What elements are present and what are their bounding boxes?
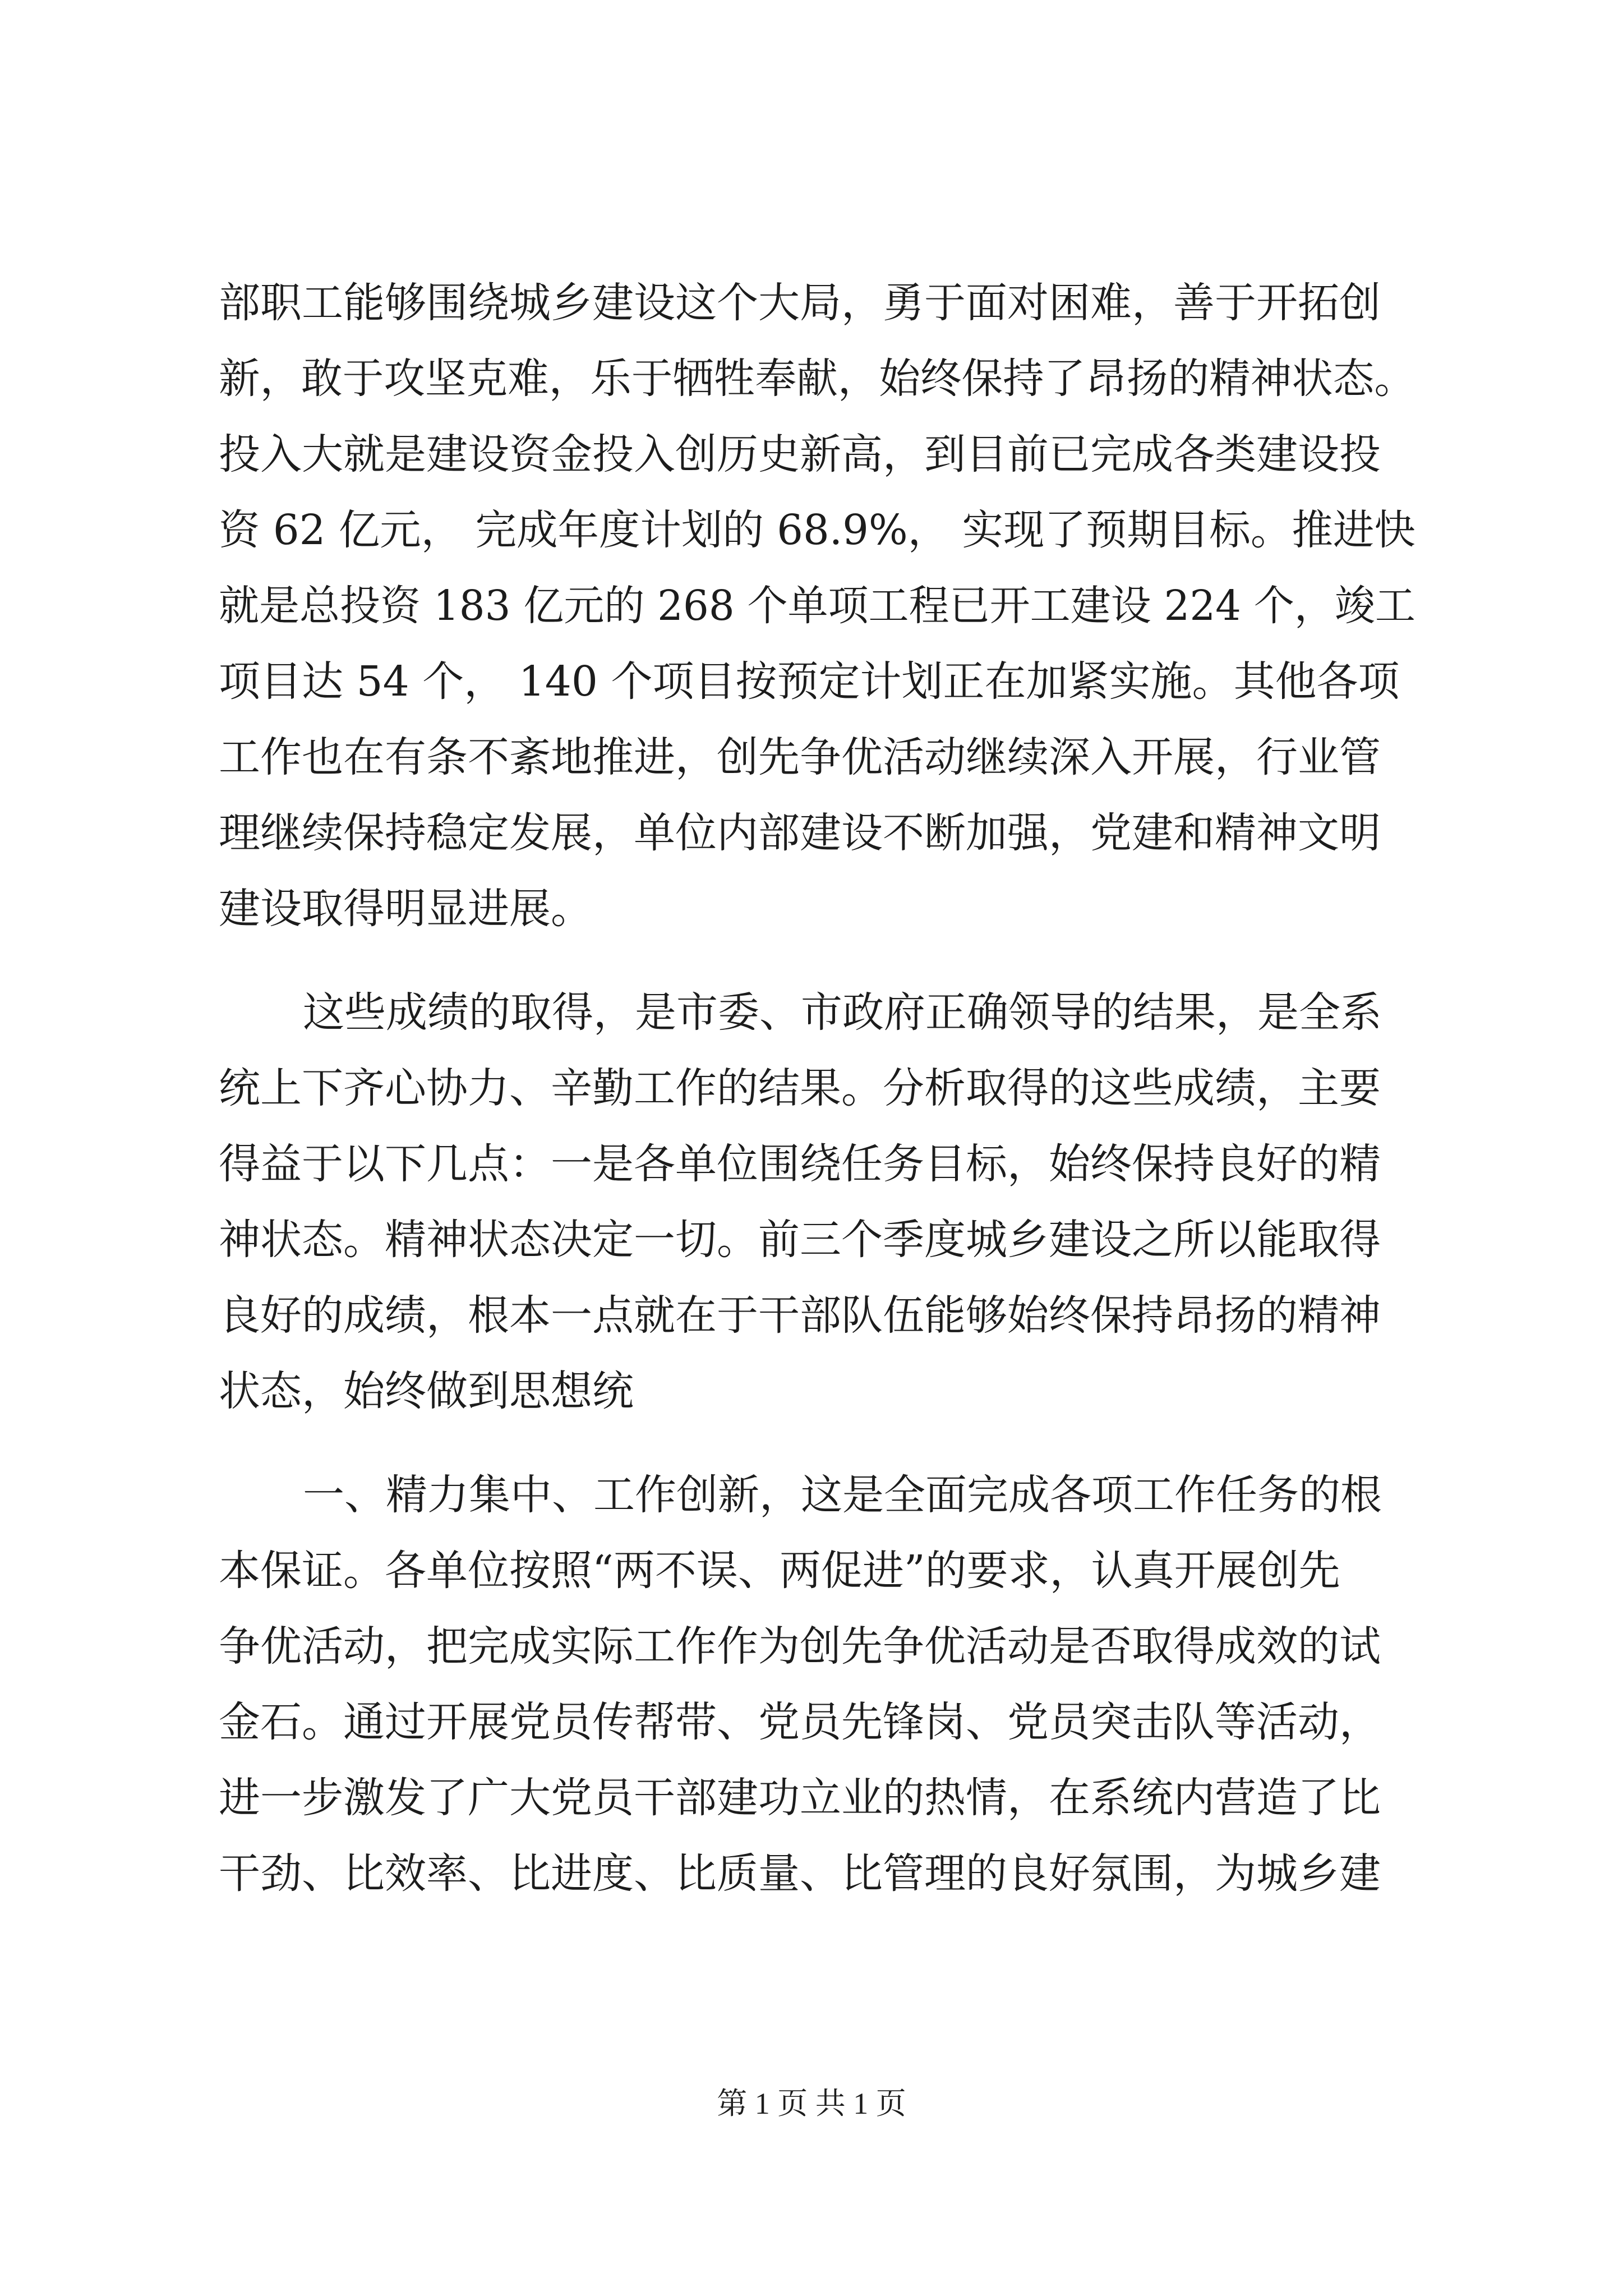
- text-line: [0, 1837, 1623, 1910]
- text-line: [0, 342, 1623, 415]
- line-text: 资 62 亿元， 完成年度计划的 68.9%， 实现了预期目标。推进快: [219, 506, 1415, 554]
- line-text: 状态，始终做到思想统: [219, 1367, 634, 1415]
- text-line: [0, 721, 1623, 794]
- text-line: [0, 1128, 1623, 1200]
- text-line: [0, 797, 1623, 869]
- line-text: 就是总投资 183 亿元的 268 个单项工程已开工建设 224 个，竣工: [219, 582, 1415, 630]
- text-line: [0, 494, 1623, 567]
- text-line: [0, 645, 1623, 718]
- line-text: 得益于以下几点：一是各单位围绕任务目标，始终保持良好的精: [219, 1140, 1381, 1188]
- text-line: [0, 1686, 1623, 1759]
- line-text: 投入大就是建设资金投入创历史新高，到目前已完成各类建设投: [219, 430, 1381, 478]
- text-line: [0, 569, 1623, 642]
- text-line: [0, 1203, 1623, 1276]
- line-text: 本保证。各单位按照“两不误、两促进”的要求，认真开展创先: [219, 1547, 1340, 1595]
- text-line: [0, 418, 1623, 491]
- text-line: [0, 266, 1623, 339]
- text-line: [0, 1355, 1623, 1428]
- page-footer: [0, 2081, 1623, 2126]
- line-text: 神状态。精神状态决定一切。前三个季度城乡建设之所以能取得: [219, 1216, 1381, 1264]
- text-line: [0, 1052, 1623, 1125]
- page-number: 第 1 页 共 1 页: [717, 2087, 906, 2120]
- text-line: [0, 1534, 1623, 1607]
- text-line: [0, 1279, 1623, 1352]
- line-text: 工作也在有条不紊地推进，创先争优活动继续深入开展，行业管: [219, 733, 1381, 781]
- line-text: 良好的成绩，根本一点就在于干部队伍能够始终保持昂扬的精神: [219, 1291, 1381, 1340]
- line-text: 理继续保持稳定发展，单位内部建设不断加强，党建和精神文明: [219, 809, 1381, 857]
- line-text: 金石。通过开展党员传帮带、党员先锋岗、党员突击队等活动，: [219, 1698, 1381, 1746]
- line-text: 统上下齐心协力、辛勤工作的结果。分析取得的这些成绩，主要: [219, 1064, 1381, 1112]
- line-text: 干劲、比效率、比进度、比质量、比管理的良好氛围，为城乡建: [219, 1849, 1381, 1898]
- text-line: [0, 976, 1623, 1049]
- text-line: [0, 1761, 1623, 1834]
- line-text: 进一步激发了广大党员干部建功立业的热情，在系统内营造了比: [219, 1774, 1381, 1822]
- line-text: 项目达 54 个， 140 个项目按预定计划正在加紧实施。其他各项: [219, 657, 1400, 706]
- line-text: 这些成绩的取得，是市委、市政府正确领导的结果，是全系: [303, 988, 1382, 1037]
- line-text: 争优活动，把完成实际工作作为创先争优活动是否取得成效的试: [219, 1622, 1381, 1671]
- line-text: 部职工能够围绕城乡建设这个大局，勇于面对困难，善于开拓创: [219, 279, 1381, 327]
- line-text: 一、精力集中、工作创新，这是全面完成各项工作任务的根: [303, 1471, 1382, 1519]
- text-line: [0, 872, 1623, 945]
- line-text: 新，敢于攻坚克难，乐于牺牲奉献，始终保持了昂扬的精神状态。: [219, 355, 1415, 403]
- text-line: [0, 1610, 1623, 1683]
- line-text: 建设取得明显进展。: [219, 885, 592, 933]
- text-line: [0, 1458, 1623, 1531]
